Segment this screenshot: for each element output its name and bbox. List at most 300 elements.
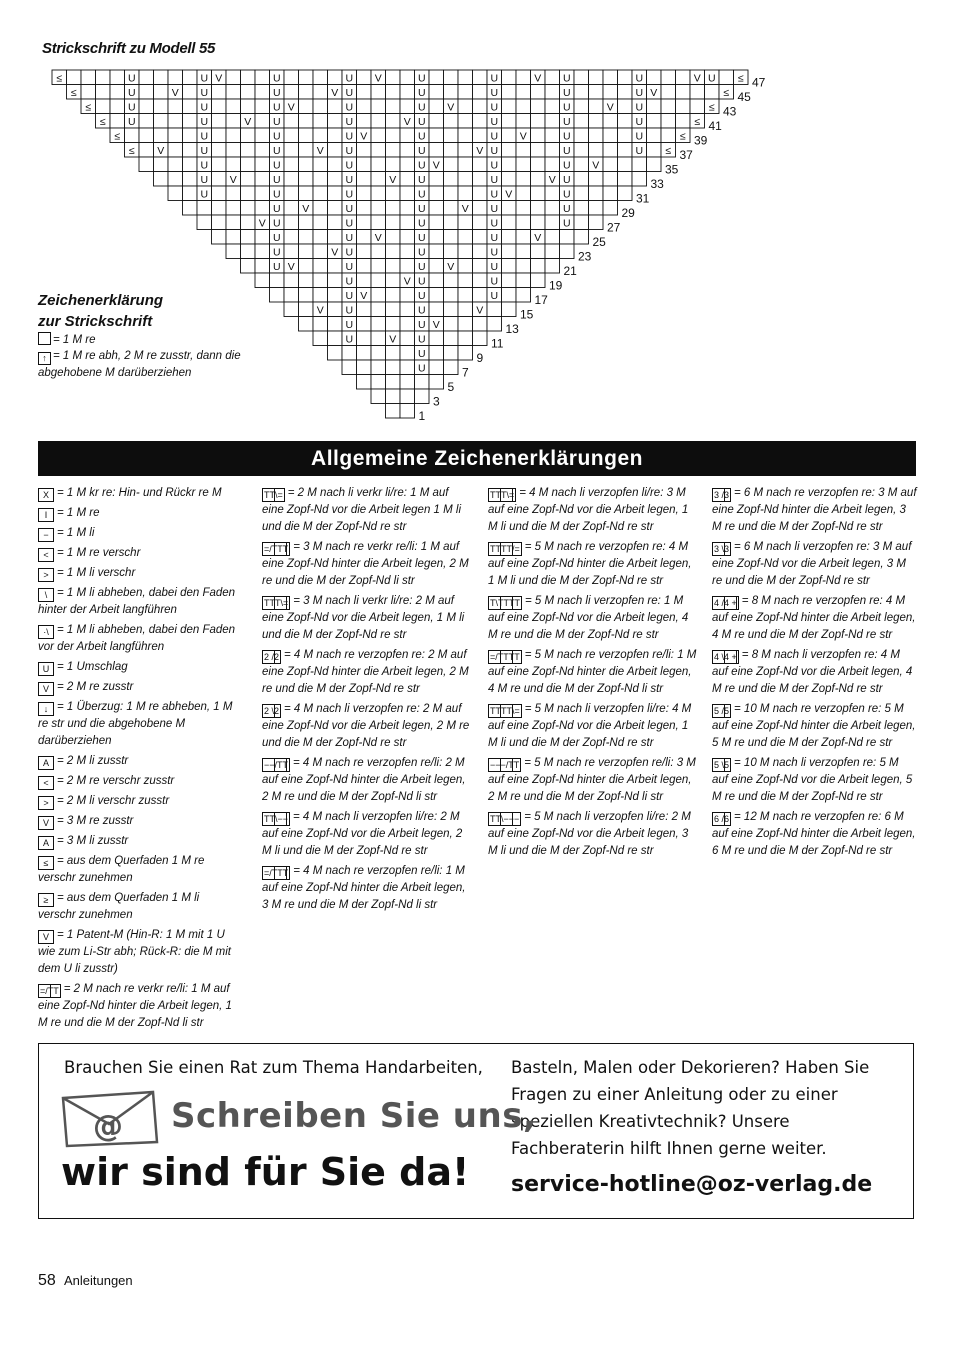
chart-cell [226,186,241,201]
chart-cell [241,244,256,259]
chart-cell [603,70,618,85]
chart-cell-symbol: V [592,159,600,172]
chart-cell [429,244,444,259]
chart-cell [502,172,517,187]
legend-entry-text: = 5 M nach re verzopfen re/li: 3 M auf eine Zopf-Nd hinter die Arbeit legen, 2 M re und die M der Zopf-Nd li str [488,757,696,803]
chart-cell [270,273,285,288]
chart-cell [545,99,560,114]
chart-cell [357,244,372,259]
row-number-label: 23 [578,249,592,264]
legend-entry [488,539,698,590]
chart-cell [400,389,415,404]
chart-cell-symbol: U [345,261,354,273]
chart-cell [386,244,401,259]
chart-cell [444,230,459,245]
stitch-symbol-icon: 2 \2 [264,706,280,716]
chart-cell [400,302,415,317]
legend-entry [712,809,917,860]
chart-cell [473,244,488,259]
chart-cell [444,143,459,158]
stitch-symbol-icon: TT\−−− [490,814,520,824]
chart-cell [342,360,357,375]
legend-entry-text: = 8 M nach li verzopfen re: 4 M auf eine Zopf-Nd vor die Arbeit legen, 4 M re und die M der Zopf-Nd re str [712,649,913,695]
chart-cell [371,201,386,216]
chart-cell-symbol: U [417,87,426,99]
row-number-label: 19 [549,278,563,293]
chart-cell [647,114,662,129]
legend-entry [38,890,238,924]
legend-entry [38,505,238,522]
chart-cell [284,201,299,216]
chart-cell [139,85,154,100]
chart-cell [719,70,734,85]
chart-cell-symbol: U [272,246,281,259]
chart-cell [502,114,517,129]
legend-entry-text: = 10 M nach re verzopfen re: 5 M auf eine Zopf-Nd hinter die Arbeit legen, 5 M re und die M der Zopf-Nd re str [712,703,916,749]
chart-cell [400,404,415,419]
chart-cell-symbol: V [447,261,455,273]
row-number-label: 21 [563,264,577,278]
chart-cell [473,128,488,143]
row-number-label: 43 [723,104,737,119]
chart-cell-symbol: V [360,130,368,143]
stitch-symbol-icon: ·\ [38,625,54,639]
chart-cell [386,317,401,332]
chart-cell-symbol: V [229,174,237,186]
chart-cell [458,70,473,85]
chart-cell-symbol: U [562,116,571,128]
chart-cell-symbol: U [127,101,136,114]
chart-cell [313,128,328,143]
chart-cell [647,70,662,85]
chart-cell [473,273,488,288]
row-number-label: 5 [447,380,455,394]
legend-entry [712,593,917,644]
chart-cell [545,128,560,143]
chart-cell [429,375,444,390]
chart-cell-symbol: U [562,174,571,186]
chart-cell-symbol: ≤ [737,72,744,85]
chart-cell [545,215,560,230]
legend-entry [38,853,238,887]
legend-column-3 [488,485,698,863]
chart-cell [226,244,241,259]
stitch-symbol-icon: =/TTT [264,544,289,554]
chart-cell [371,99,386,114]
chart-cell-symbol: V [316,145,324,157]
chart-cell-symbol: U [490,130,499,143]
chart-cell [545,186,560,201]
chart-cell [647,128,662,143]
chart-cell [96,99,111,114]
chart-cell [574,128,589,143]
chart-cell-symbol: U [490,72,499,85]
chart-cell [313,85,328,100]
chart-cell [154,114,169,129]
chart-cell [241,85,256,100]
chart-cell-symbol: ≤ [708,101,715,114]
chart-cell [618,157,633,172]
legend-entry-text: = 1 M re [57,507,100,519]
chart-cell [415,375,430,390]
legend-entry [262,809,472,860]
legend-entry [38,585,238,619]
chart-cell [429,186,444,201]
chart-cell-symbol: U [200,87,209,99]
chart-cell-symbol: U [635,130,644,143]
chart-cell [589,70,604,85]
chart-cell [371,360,386,375]
chart-cell [183,143,198,158]
chart-cell [458,331,473,346]
row-number-label: 25 [592,235,606,249]
chart-cell-symbol: U [200,116,209,128]
stitch-symbol-icon: 5 /5 [714,706,730,716]
chart-legend-text: = 1 M re [53,334,96,346]
chart-cell [502,85,517,100]
legend-entry [488,809,698,860]
chart-cell [357,215,372,230]
chart-cell [386,360,401,375]
stitch-symbol-icon: ↓ [38,702,54,716]
stitch-symbol-icon: 3 /3 [714,490,730,500]
legend-entry [38,679,238,696]
row-number-label: 37 [679,148,693,162]
chart-cell-symbol: U [345,72,354,85]
row-number-label: 31 [636,191,650,206]
chart-cell [371,244,386,259]
chart-cell [400,215,415,230]
legend-entry-text: = aus dem Querfaden 1 M re verschr zunehmen [38,855,205,884]
chart-cell [386,273,401,288]
chart-cell [386,375,401,390]
chart-cell [241,143,256,158]
chart-cell [531,99,546,114]
chart-cell-symbol: U [562,203,571,215]
chart-cell [531,186,546,201]
chart-cell-symbol: U [490,261,499,273]
legend-entry-text: = 8 M nach re verzopfen re: 4 M auf eine Zopf-Nd hinter die Arbeit legen, 4 M re und die M der Zopf-Nd re str [712,595,916,641]
chart-cell [226,201,241,216]
chart-cell [299,114,314,129]
chart-cell [502,215,517,230]
chart-cell-symbol: V [287,261,295,273]
stitch-symbol-icon: > [38,796,54,810]
chart-cell [183,114,198,129]
chart-cell [458,273,473,288]
chart-cell [299,186,314,201]
chart-cell [516,99,531,114]
chart-cell [241,99,256,114]
legend-entry [262,755,472,806]
chart-cell [110,70,125,85]
chart-cell [516,230,531,245]
legend-entry [38,773,238,790]
chart-cell-symbol: V [432,159,440,172]
chart-cell-symbol: U [417,174,426,186]
chart-cell [458,143,473,158]
legend-entry-text: = 1 M li abheben, dabei den Faden hinter der Arbeit langführen [38,587,236,616]
chart-cell [284,85,299,100]
chart-cell-symbol: U [635,145,644,157]
chart-cell [81,85,96,100]
chart-cell [328,172,343,187]
chart-cell-symbol: V [360,290,368,302]
chart-cell [444,201,459,216]
chart-cell-symbol: U [417,333,426,346]
chart-cell [139,99,154,114]
chart-cell-symbol: U [417,362,426,375]
chart-cell [357,143,372,158]
chart-cell [386,302,401,317]
legend-entry [712,485,917,536]
chart-cell [183,201,198,216]
chart-cell-symbol: U [272,217,281,230]
chart-cell-symbol: U [417,232,426,244]
legend-entry [38,753,238,770]
chart-cell [226,70,241,85]
chart-cell [473,201,488,216]
chart-cell [328,143,343,158]
chart-cell [96,85,111,100]
chart-cell [154,99,169,114]
chart-cell [255,244,270,259]
chart-cell-symbol: U [345,203,354,215]
chart-cell [357,331,372,346]
chart-cell-symbol: U [345,174,354,186]
stitch-symbol-icon: −−/TT [264,760,289,770]
chart-cell [574,186,589,201]
chart-cell [328,99,343,114]
chart-cell [429,201,444,216]
chart-cell [371,114,386,129]
chart-cell-symbol: U [707,72,716,85]
chart-cell [589,201,604,216]
chart-cell-symbol: U [345,87,354,99]
chart-cell [328,346,343,361]
service-headline-1: Schreiben Sie uns, [171,1096,537,1136]
chart-cell [400,230,415,245]
chart-cell [400,99,415,114]
section-name: Anleitungen [63,1273,133,1288]
chart-cell-symbol: U [272,145,281,157]
chart-cell-symbol: U [345,188,354,201]
chart-cell [444,70,459,85]
chart-cell-symbol: U [345,159,354,172]
chart-cell [299,70,314,85]
chart-cell [603,143,618,158]
chart-cell [444,346,459,361]
chart-cell [328,114,343,129]
stitch-symbol-icon: 2 /2 [264,652,280,662]
stitch-symbol-icon: −−−/TT [490,760,520,770]
chart-cell [603,186,618,201]
chart-cell [502,302,517,317]
chart-cell [458,215,473,230]
chart-cell [299,215,314,230]
chart-cell [458,288,473,303]
chart-cell [458,99,473,114]
chart-cell [618,85,633,100]
chart-cell [516,143,531,158]
chart-cell-symbol: V [244,116,252,128]
chart-cell-symbol: V [403,275,411,288]
chart-cell [473,259,488,274]
chart-cell [516,273,531,288]
chart-cell [328,230,343,245]
chart-cell [241,215,256,230]
chart-cell [371,331,386,346]
chart-cell [473,331,488,346]
legend-entry-text: = 4 M nach li verzopfen re: 2 M auf eine Zopf-Nd vor die Arbeit legen, 2 M re und die M der Zopf-Nd re str [262,703,470,749]
chart-cell [255,114,270,129]
chart-cell [661,70,676,85]
chart-cell [589,172,604,187]
chart-cell [531,143,546,158]
chart-cell [429,215,444,230]
chart-cell [574,70,589,85]
row-number-label: 7 [462,365,469,380]
legend-entry [38,793,238,810]
chart-cell [647,157,662,172]
chart-cell-symbol: ≤ [679,130,686,143]
chart-cell [154,128,169,143]
chart-cell [313,244,328,259]
stitch-symbol-icon: 4 \4 + [714,652,737,662]
chart-cell-symbol: U [127,72,136,85]
row-number-label: 3 [433,394,440,409]
chart-cell [574,172,589,187]
chart-cell [400,360,415,375]
chart-cell [226,85,241,100]
chart-cell [502,273,517,288]
chart-cell [444,157,459,172]
chart-cell [473,99,488,114]
chart-cell [400,317,415,332]
chart-cell-symbol: U [127,87,136,99]
chart-cell [458,172,473,187]
chart-cell-symbol: U [345,275,354,288]
chart-cell [371,128,386,143]
chart-cell [81,70,96,85]
legend-entry-text: = 5 M nach li verzopfen re: 1 M auf eine Zopf-Nd vor die Arbeit legen, 4 M re und die M der Zopf-Nd re str [488,595,689,641]
chart-cell [328,215,343,230]
chart-cell [458,259,473,274]
chart-cell [212,215,227,230]
chart-cell [429,85,444,100]
chart-cell [458,85,473,100]
legend-entry-text: = 12 M nach re verzopfen re: 6 M auf eine Zopf-Nd hinter die Arbeit legen, 6 M re und die M der Zopf-Nd re str [712,811,916,857]
chart-cell [545,143,560,158]
chart-cell [255,186,270,201]
chart-cell-symbol: U [200,174,209,186]
chart-cell [444,317,459,332]
chart-cell [473,157,488,172]
chart-cell [444,244,459,259]
legend-entry-text: = 5 M nach li verzopfen li/re: 2 M auf eine Zopf-Nd vor die Arbeit legen, 3 M li und die M der Zopf-Nd re str [488,811,691,857]
chart-cell [183,99,198,114]
chart-cell-symbol: V [157,145,165,157]
chart-cell [473,215,488,230]
chart-cell [545,244,560,259]
chart-cell [226,230,241,245]
chart-cell [386,128,401,143]
chart-cell [328,288,343,303]
chart-cell [357,230,372,245]
banner-title: Allgemeine Zeichenerklärungen [311,446,643,470]
chart-cell [371,317,386,332]
chart-cell-symbol: U [562,145,571,157]
chart-cell [516,244,531,259]
legend-entry-text: = 5 M nach li verzopfen li/re: 4 M auf eine Zopf-Nd vor die Arbeit legen, 1 M li und die M der Zopf-Nd re str [488,703,692,749]
chart-cell [226,215,241,230]
legend-entry-text: = 6 M nach li verzopfen re: 3 M auf eine Zopf-Nd vor die Arbeit legen, 3 M re und die M der Zopf-Nd re str [712,541,912,587]
chart-cell [284,302,299,317]
chart-cell [313,288,328,303]
chart-cell [400,128,415,143]
chart-cell [328,331,343,346]
chart-cell-symbol: V [476,145,484,157]
chart-cell [386,404,401,419]
chart-cell [226,143,241,158]
legend-entry [38,545,238,562]
chart-cell [400,143,415,158]
chart-cell [284,288,299,303]
legend-column-2 [262,485,472,917]
stitch-symbol-icon: V [38,930,54,944]
chart-cell [444,288,459,303]
chart-cell [516,259,531,274]
stitch-symbol-icon: TT\= [264,490,283,500]
chart-cell [545,259,560,274]
stitch-symbol-icon: ≥ [38,893,54,907]
chart-cell [328,201,343,216]
chart-cell [371,143,386,158]
chart-cell [168,143,183,158]
chart-cell-symbol: U [490,174,499,186]
legend-entry-text: = 4 M nach re verzopfen re/li: 1 M auf eine Zopf-Nd hinter die Arbeit legen, 3 M re und die M der Zopf-Nd li str [262,865,466,911]
chart-cell [255,128,270,143]
stitch-symbol-icon: 3 \3 [714,544,730,554]
chart-cell [400,172,415,187]
chart-cell [299,273,314,288]
chart-cell-symbol: ≤ [114,130,121,143]
chart-cell [168,128,183,143]
section-banner [38,441,916,476]
chart-cell [139,128,154,143]
legend-entry-text: = 5 M nach re verzopfen re: 4 M auf eine Zopf-Nd hinter die Arbeit legen, 1 M li und die M der Zopf-Nd re str [488,541,692,587]
legend-entry [38,622,238,656]
service-email[interactable]: service-hotline@oz-verlag.de [511,1172,873,1197]
chart-cell-symbol: U [490,101,499,114]
chart-cell [429,70,444,85]
chart-cell [400,259,415,274]
chart-cell [458,317,473,332]
chart-cell [400,346,415,361]
chart-cell-symbol: U [127,116,136,128]
chart-cell-symbol: U [490,275,499,288]
stitch-symbol-icon: U [38,662,54,676]
chart-cell [400,331,415,346]
legend-entry-text: = 1 Überzug: 1 M re abheben, 1 M re str und die abgehobene M darüberziehen [38,701,233,747]
chart-cell [357,172,372,187]
chart-cell [212,143,227,158]
chart-cell [400,186,415,201]
legend-entry-text: = 6 M nach re verzopfen re: 3 M auf eine Zopf-Nd hinter die Arbeit legen, 3 M re und die M der Zopf-Nd re str [712,487,917,533]
chart-cell [444,360,459,375]
chart-cell [371,302,386,317]
chart-cell [284,273,299,288]
